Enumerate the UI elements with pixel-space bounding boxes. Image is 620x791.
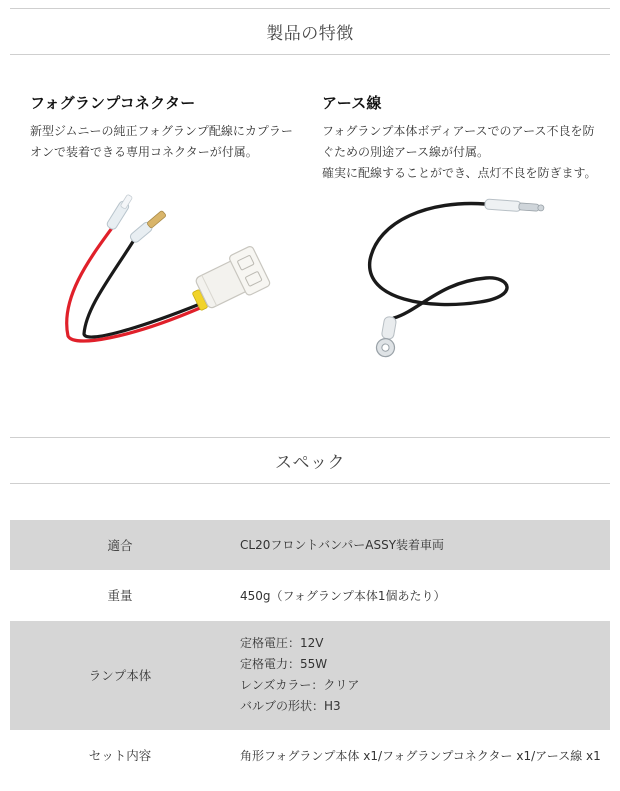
spec-value-line: レンズカラー：クリア: [240, 678, 360, 692]
spec-label: 重量: [10, 570, 230, 620]
spec-row-fit: [10, 520, 610, 570]
earth-desc-line: ぐための別途アース線が付属。: [322, 145, 490, 159]
feature-fog-connector: [30, 92, 308, 163]
feature-earth-wire: [322, 92, 612, 184]
spec-label: 適合: [10, 520, 230, 570]
spec-row-lamp: [10, 620, 610, 730]
spec-value-line: 定格電圧：12V: [240, 636, 324, 650]
earth-wire-photo: [360, 190, 560, 360]
spec-row-set: [10, 730, 610, 780]
spec-table: [10, 520, 610, 781]
feature-earth-title: アース線: [322, 94, 382, 112]
spec-value-list: [230, 620, 610, 730]
spec-value-line: バルブの形状：H3: [240, 699, 341, 713]
earth-desc-line: フォグランプ本体ボディアースでのアース不良を防: [322, 124, 595, 138]
connector-desc-line: オンで装着できる専用コネクターが付属。: [30, 145, 258, 159]
spec-label: セット内容: [10, 730, 230, 780]
fog-connector-photo: [50, 188, 290, 358]
spec-value: CL20フロントバンパーASSY装着車両: [230, 520, 610, 570]
earth-desc-line: 確実に配線することができ、点灯不良を防ぎます。: [322, 166, 597, 180]
spec-value: 450g（フォグランプ本体1個あたり）: [230, 570, 610, 620]
spec-row-weight: [10, 570, 610, 620]
spec-label: ランプ本体: [10, 620, 230, 730]
feature-connector-description: [30, 121, 308, 163]
feature-earth-description: [322, 121, 612, 184]
spec-section-title: スペック: [10, 437, 610, 484]
spec-value: 角形フォグランプ本体 x1/フォグランプコネクター x1/アース線 x1: [230, 730, 610, 780]
connector-desc-line: 新型ジムニーの純正フォグランプ配線にカプラー: [30, 124, 293, 138]
spec-value-line: 定格電力：55W: [240, 657, 328, 671]
features-section-title: 製品の特徴: [10, 8, 610, 55]
feature-connector-title: フォグランプコネクター: [30, 94, 196, 112]
